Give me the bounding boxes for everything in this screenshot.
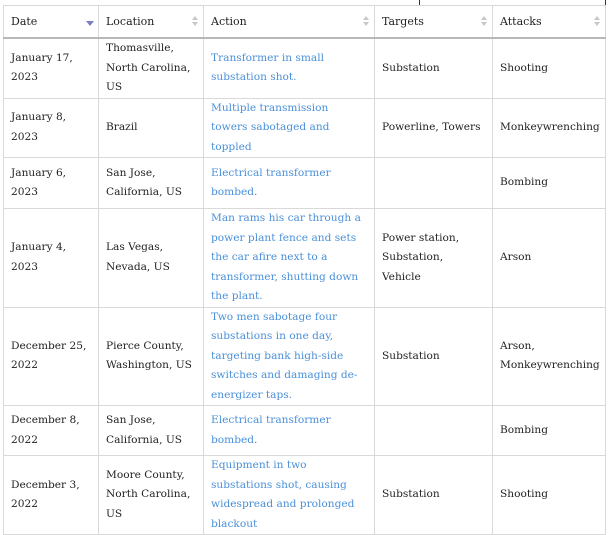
action-link[interactable]: Multiple transmission towers sabotaged and toppled	[204, 98, 375, 158]
date-cell: January 17, 2023	[4, 38, 99, 98]
targets-cell: Substation	[375, 307, 493, 406]
header-row	[4, 6, 606, 39]
date-cell: December 25, 2022	[4, 307, 99, 406]
targets-cell	[375, 406, 493, 456]
location-cell: San Jose, California, US	[99, 406, 204, 456]
targets-cell: Substation	[375, 456, 493, 535]
action-link[interactable]: Two men sabotage four substations in one day, targeting bank high-side switches and damaging de-energizer taps.	[204, 307, 375, 406]
table-row	[4, 38, 606, 98]
location-cell: Moore County, North Carolina, US	[99, 456, 204, 535]
location-cell: Pierce County, Washington, US	[99, 307, 204, 406]
column-header-attacks[interactable]	[493, 6, 606, 39]
column-header-action[interactable]	[204, 6, 375, 39]
attacks-cell: Arson, Monkeywrenching	[493, 307, 606, 406]
action-link[interactable]: Electrical transformer bombed.	[204, 158, 375, 209]
column-header-targets[interactable]	[375, 6, 493, 39]
header-label: Attacks	[500, 15, 542, 28]
attacks-cell: Shooting	[493, 38, 606, 98]
attacks-cell: Arson	[493, 209, 606, 308]
location-cell: Thomasville, North Carolina, US	[99, 38, 204, 98]
header-label: Targets	[382, 15, 424, 28]
date-cell: December 3, 2022	[4, 456, 99, 535]
attacks-cell: Bombing	[493, 406, 606, 456]
table-row	[4, 406, 606, 456]
table-row	[4, 307, 606, 406]
attacks-cell: Shooting	[493, 456, 606, 535]
targets-cell: Substation	[375, 38, 493, 98]
date-cell: January 6, 2023	[4, 158, 99, 209]
sort-icon	[363, 16, 369, 28]
date-cell: January 8, 2023	[4, 98, 99, 158]
sort-icon	[192, 16, 198, 28]
action-link[interactable]: Electrical transformer bombed.	[204, 406, 375, 456]
targets-cell: Power station, Substation, Vehicle	[375, 209, 493, 308]
sort-icon	[594, 16, 600, 28]
column-header-date[interactable]	[4, 6, 99, 39]
column-header-location[interactable]	[99, 6, 204, 39]
action-link[interactable]: Man rams his car through a power plant fence and sets the car afire next to a transformer, shutting down the plant.	[204, 209, 375, 308]
header-label: Date	[11, 15, 38, 28]
location-cell: Brazil	[99, 98, 204, 158]
targets-cell: Powerline, Towers	[375, 98, 493, 158]
header-label: Location	[106, 15, 155, 28]
table-row	[4, 209, 606, 308]
action-link[interactable]: Equipment in two substations shot, causing widespread and prolonged blackout	[204, 456, 375, 535]
table-row	[4, 456, 606, 535]
incidents-table	[3, 5, 606, 535]
date-cell: January 4, 2023	[4, 209, 99, 308]
sort-desc-icon	[87, 16, 93, 28]
table-row	[4, 98, 606, 158]
sort-icon	[481, 16, 487, 28]
table-row	[4, 158, 606, 209]
location-cell: San Jose, California, US	[99, 158, 204, 209]
targets-cell	[375, 158, 493, 209]
location-cell: Las Vegas, Nevada, US	[99, 209, 204, 308]
header-label: Action	[211, 15, 247, 28]
attacks-cell: Bombing	[493, 158, 606, 209]
action-link[interactable]: Transformer in small substation shot.	[204, 38, 375, 98]
attacks-cell: Monkeywrenching	[493, 98, 606, 158]
date-cell: December 8, 2022	[4, 406, 99, 456]
